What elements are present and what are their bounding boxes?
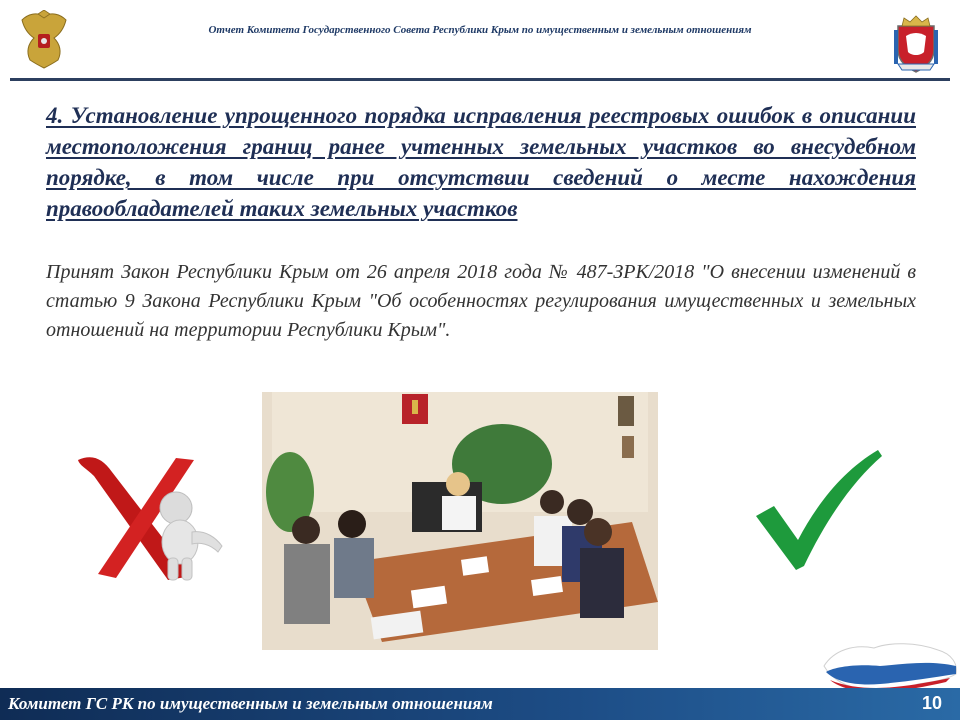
footer-text: Комитет ГС РК по имущественным и земельным отношениям [8,694,493,713]
meeting-photo [262,392,658,650]
crimea-coat-of-arms-icon [890,12,942,74]
header-divider [10,78,950,81]
slide-heading: 4. Установление упрощенного порядка исправления реестровых ошибок в описании местоположения границ ранее учтенных земельных участков во внесудебном порядке, в том числе при отсутствии сведений о месте нахождения правообладателей таких земельных участков [46,103,916,221]
crimea-flag-map-icon [820,640,960,692]
header-title: Отчет Комитета Государственного Совета Республики Крым по имущественным и земельным отношениям [208,24,752,36]
slide-header [0,0,960,84]
russia-coat-of-arms-icon [16,10,72,72]
red-cross-figure-icon [72,448,232,586]
slide-footer [0,688,960,720]
page-number: 10 [921,693,942,713]
green-checkmark-icon [752,446,884,572]
slide-body-text: Принят Закон Республики Крым от 26 апреля 2018 года № 487-ЗРК/2018 "О внесении изменений в статью 9 Закона Республики Крым "Об особенностях регулирования имущественных и земельных отношений на территории Республики Крым". [46,261,916,341]
